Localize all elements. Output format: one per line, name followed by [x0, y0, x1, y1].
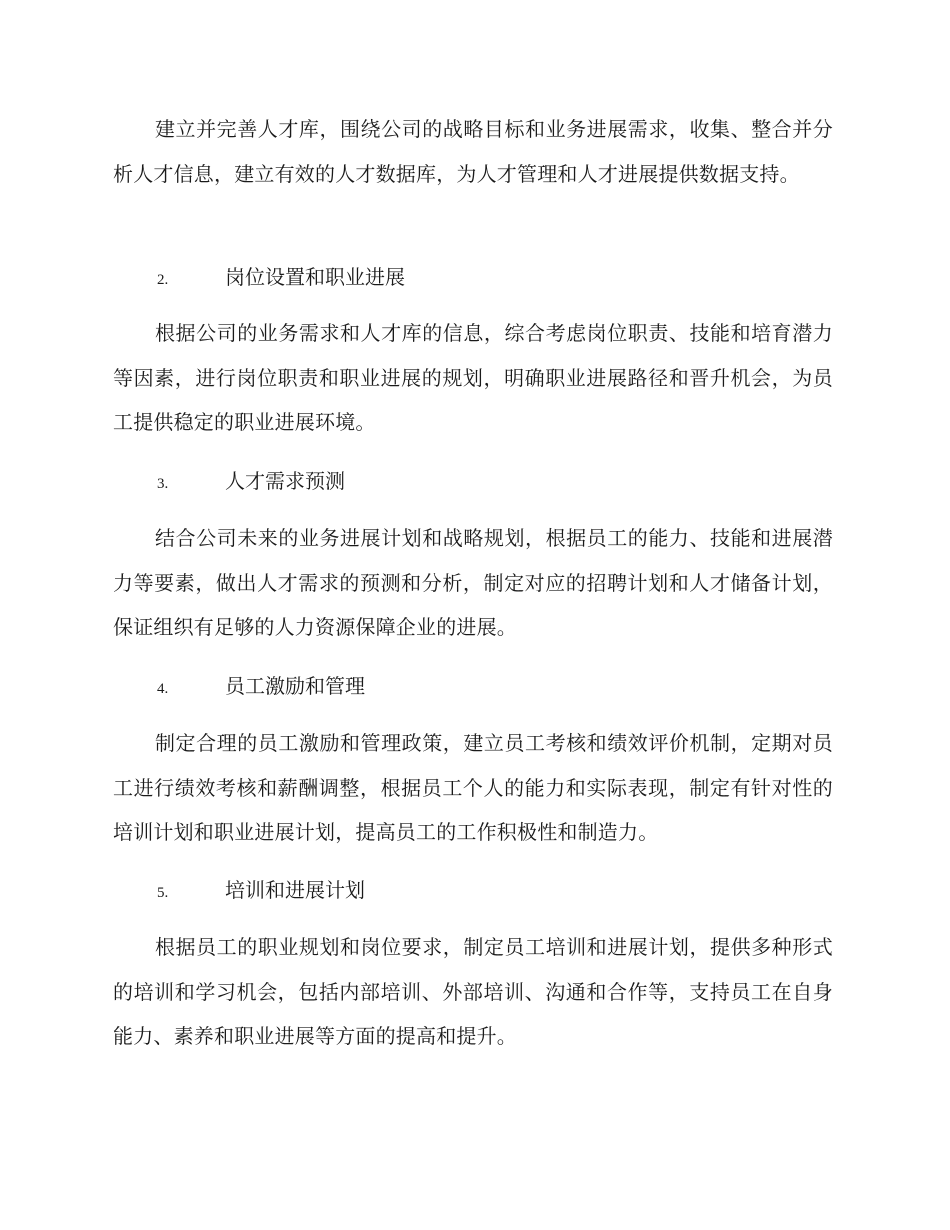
section-paragraph: 根据员工的职业规划和岗位要求，制定员工培训和进展计划，提供多种形式的培训和学习机会，包括内部培训、外部培训、沟通和合作等，支持员工在自身能力、素养和职业进展等方面的提高和提升。: [113, 935, 833, 1048]
section-body-4: [113, 721, 833, 855]
section-title: 人才需求预测: [225, 469, 345, 493]
section-paragraph: 结合公司未来的业务进展计划和战略规划，根据员工的能力、技能和进展潜力等要素，做出人才需求的预测和分析，制定对应的招聘计划和人才储备计划，保证组织有足够的人力资源保障企业的进展。: [113, 526, 833, 639]
intro-paragraph: 建立并完善人才库，围绕公司的战略目标和业务进展需求，收集、整合并分析人才信息，建立有效的人才数据库，为人才管理和人才进展提供数据支持。: [113, 117, 833, 186]
section-heading-2: [113, 262, 833, 295]
section-title: 培训和进展计划: [225, 878, 365, 902]
section-body-3: [113, 516, 833, 650]
section-heading-4: [113, 671, 833, 704]
section-number: 5.: [157, 885, 169, 901]
section-heading-3: [113, 466, 833, 499]
section-paragraph: 根据公司的业务需求和人才库的信息，综合考虑岗位职责、技能和培育潜力等因素，进行岗位职责和职业进展的规划，明确职业进展路径和晋升机会，为员工提供稳定的职业进展环境。: [113, 321, 833, 434]
section-paragraph: 制定合理的员工激励和管理政策，建立员工考核和绩效评价机制，定期对员工进行绩效考核和薪酬调整，根据员工个人的能力和实际表现，制定有针对性的培训计划和职业进展计划，提高员工的工作积极性和制造力。: [113, 731, 833, 844]
section-number: 4.: [157, 681, 169, 697]
section-body-5: [113, 925, 833, 1059]
section-number: 2.: [157, 272, 169, 288]
section-title: 员工激励和管理: [225, 674, 365, 698]
intro-paragraph-block: [113, 107, 833, 196]
section-body-2: [113, 311, 833, 445]
section-title: 岗位设置和职业进展: [225, 265, 405, 289]
section-number: 3.: [157, 476, 169, 492]
section-heading-5: [113, 875, 833, 908]
